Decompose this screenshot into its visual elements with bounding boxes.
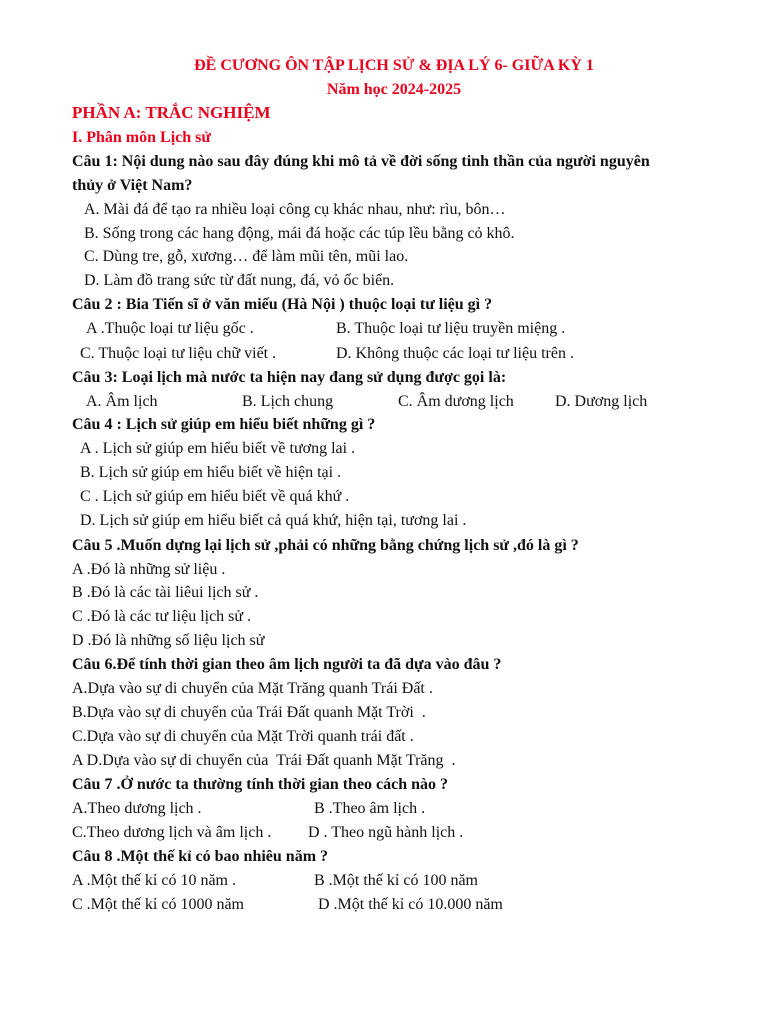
q1-option-b: B. Sống trong các hang động, mái đá hoặc các túp lều bằng cỏ khô. — [84, 225, 515, 242]
q8-option-c: C .Một thế kỉ có 1000 năm — [72, 896, 244, 913]
q7-option-c: C.Theo dương lịch và âm lịch . — [72, 824, 272, 841]
question-4: Câu 4 : Lịch sử giúp em hiểu biết những gì ? — [72, 416, 376, 433]
q5-option-d: D .Đó là những số liệu lịch sử — [72, 632, 265, 649]
question-2: Câu 2 : Bia Tiến sĩ ở văn miếu (Hà Nội ) thuộc loại tư liệu gì ? — [72, 296, 493, 313]
q2-option-d: D. Không thuộc các loại tư liệu trên . — [336, 345, 574, 362]
q3-option-a: A. Âm lịch — [86, 393, 158, 410]
question-1-cont: thủy ở Việt Nam? — [72, 177, 193, 194]
document-title: ĐỀ CƯƠNG ÔN TẬP LỊCH SỬ & ĐỊA LÝ 6- GIỮA KỲ 1 — [194, 57, 594, 74]
q6-option-d: A D.Dựa vào sự di chuyển của Trái Đất quanh Mặt Trăng . — [72, 752, 456, 769]
q8-option-d: D .Một thế kỉ có 10.000 năm — [318, 896, 503, 913]
q3-option-b: B. Lịch chung — [242, 393, 334, 410]
q1-option-a: A. Mài đá để tạo ra nhiều loại công cụ khác nhau, như: rìu, bôn… — [84, 201, 506, 218]
q5-option-c: C .Đó là các tư liệu lịch sử . — [72, 608, 252, 625]
q8-option-a: A .Một thế kỉ có 10 năm . — [72, 872, 236, 889]
q7-option-a: A.Theo dương lịch . — [72, 800, 202, 817]
q2-option-a: A .Thuộc loại tư liệu gốc . — [86, 320, 254, 337]
q7-option-d: D . Theo ngũ hành lịch . — [308, 824, 464, 841]
question-6: Câu 6.Để tính thời gian theo âm lịch người ta đã dựa vào đâu ? — [72, 656, 502, 673]
q4-option-b: B. Lịch sử giúp em hiểu biết về hiện tại . — [80, 464, 342, 481]
q4-option-d: D. Lịch sử giúp em hiểu biết cả quá khứ, hiện tại, tương lai . — [80, 512, 467, 529]
q4-option-a: A . Lịch sử giúp em hiểu biết về tương lai . — [80, 440, 356, 457]
section-history-heading: I. Phân môn Lịch sử — [72, 129, 211, 146]
q5-option-b: B .Đó là các tài liêui lịch sử . — [72, 584, 259, 601]
school-year: Năm học 2024-2025 — [326, 81, 462, 98]
q5-option-a: A .Đó là những sử liệu . — [72, 561, 226, 578]
question-7: Câu 7 .Ở nước ta thường tính thời gian theo cách nào ? — [72, 776, 449, 793]
q2-option-b: B. Thuộc loại tư liệu truyền miệng . — [336, 320, 566, 337]
q1-option-d: D. Làm đồ trang sức từ đất nung, đá, vỏ ốc biển. — [84, 272, 395, 289]
question-8: Câu 8 .Một thế kỉ có bao nhiêu năm ? — [72, 848, 329, 865]
q8-option-b: B .Một thế kỉ có 100 năm — [314, 872, 478, 889]
q3-option-c: C. Âm dương lịch — [398, 393, 514, 410]
question-1: Câu 1: Nội dung nào sau đây đúng khi mô tả về đời sống tinh thần của người nguyên — [72, 153, 650, 170]
question-5: Câu 5 .Muốn dựng lại lịch sử ,phải có những bằng chứng lịch sử ,đó là gì ? — [72, 537, 579, 554]
q6-option-c: C.Dựa vào sự di chuyển của Mặt Trời quanh trái đất . — [72, 728, 414, 745]
q6-option-a: A.Dựa vào sự di chuyển của Mặt Trăng quanh Trái Đất . — [72, 680, 433, 697]
q3-option-d: D. Dương lịch — [555, 393, 648, 410]
question-3: Câu 3: Loại lịch mà nước ta hiện nay đang sử dụng được gọi là: — [72, 369, 507, 386]
part-a-heading: PHẦN A: TRẮC NGHIỆM — [72, 103, 271, 122]
q1-option-c: C. Dùng tre, gỗ, xương… để làm mũi tên, mũi lao. — [84, 248, 409, 265]
q7-option-b: B .Theo âm lịch . — [314, 800, 426, 817]
q4-option-c: C . Lịch sử giúp em hiểu biết về quá khứ . — [80, 488, 350, 505]
q2-option-c: C. Thuộc loại tư liệu chữ viết . — [80, 345, 277, 362]
q6-option-b: B.Dựa vào sự di chuyển của Trái Đất quanh Mặt Trời . — [72, 704, 426, 721]
